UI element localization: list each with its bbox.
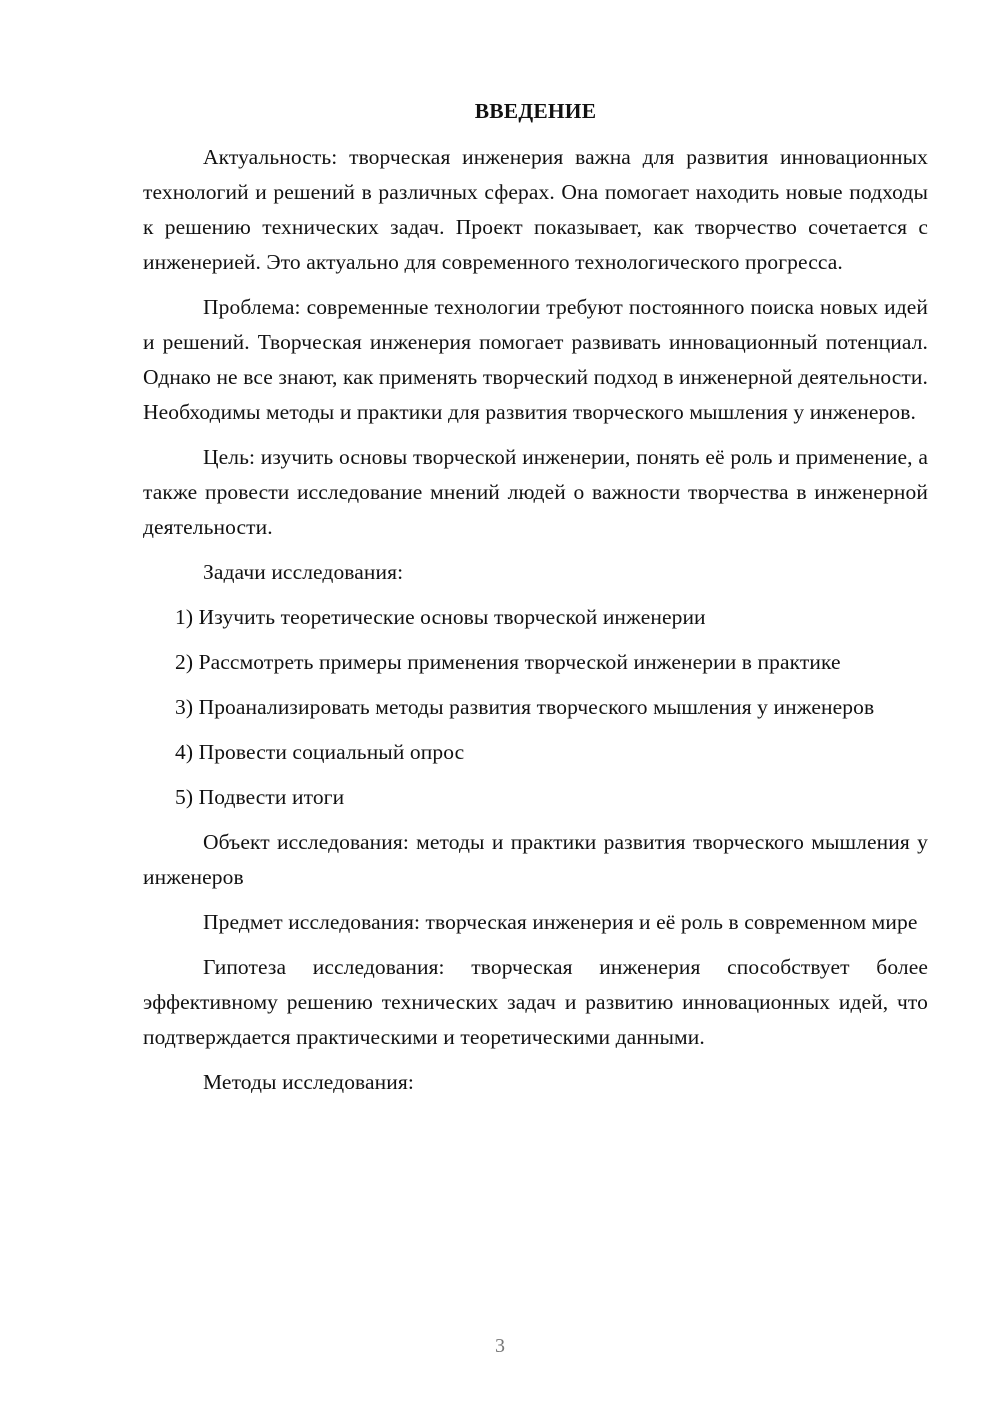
paragraph-hypothesis: Гипотеза исследования: творческая инженерия способствует более эффективному решению технических задач и развитию инновационных идей, что подтверждается практическими и теоретическими данными.	[143, 955, 928, 1049]
page-title: ВВЕДЕНИЕ	[474, 99, 597, 123]
task-item-2: 2) Рассмотреть примеры применения творческой инженерии в практике	[175, 650, 841, 674]
paragraph-methods-heading: Методы исследования:	[203, 1070, 414, 1094]
paragraph-relevance: Актуальность: творческая инженерия важна для развития инновационных технологий и решений в различных сферах. Она помогает находить новые подходы к решению технических задач. Проект показывает, как творчество сочетается с инженерией. Это актуально для современного технологического прогресса.	[143, 145, 928, 274]
page-body	[143, 140, 928, 1110]
paragraph-problem: Проблема: современные технологии требуют постоянного поиска новых идей и решений. Творческая инженерия помогает развивать инновационный потенциал. Однако не все знают, как применять творческий подход в инженерной деятельности. Необходимы методы и практики для развития творческого мышления у инженеров.	[143, 295, 928, 424]
task-item-4: 4) Провести социальный опрос	[175, 740, 465, 764]
task-item-5: 5) Подвести итоги	[175, 785, 345, 809]
task-item-1: 1) Изучить теоретические основы творческой инженерии	[175, 605, 706, 629]
paragraph-object: Объект исследования: методы и практики развития творческого мышления у инженеров	[143, 830, 928, 889]
page-number: 3	[495, 1335, 505, 1357]
task-item-3: 3) Проанализировать методы развития творческого мышления у инженеров	[175, 695, 875, 719]
paragraph-subject: Предмет исследования: творческая инженерия и её роль в современном мире	[203, 910, 918, 934]
paragraph-goal: Цель: изучить основы творческой инженерии, понять её роль и применение, а также провести исследование мнений людей о важности творчества в инженерной деятельности.	[143, 445, 928, 539]
paragraph-tasks-heading: Задачи исследования:	[203, 560, 404, 584]
